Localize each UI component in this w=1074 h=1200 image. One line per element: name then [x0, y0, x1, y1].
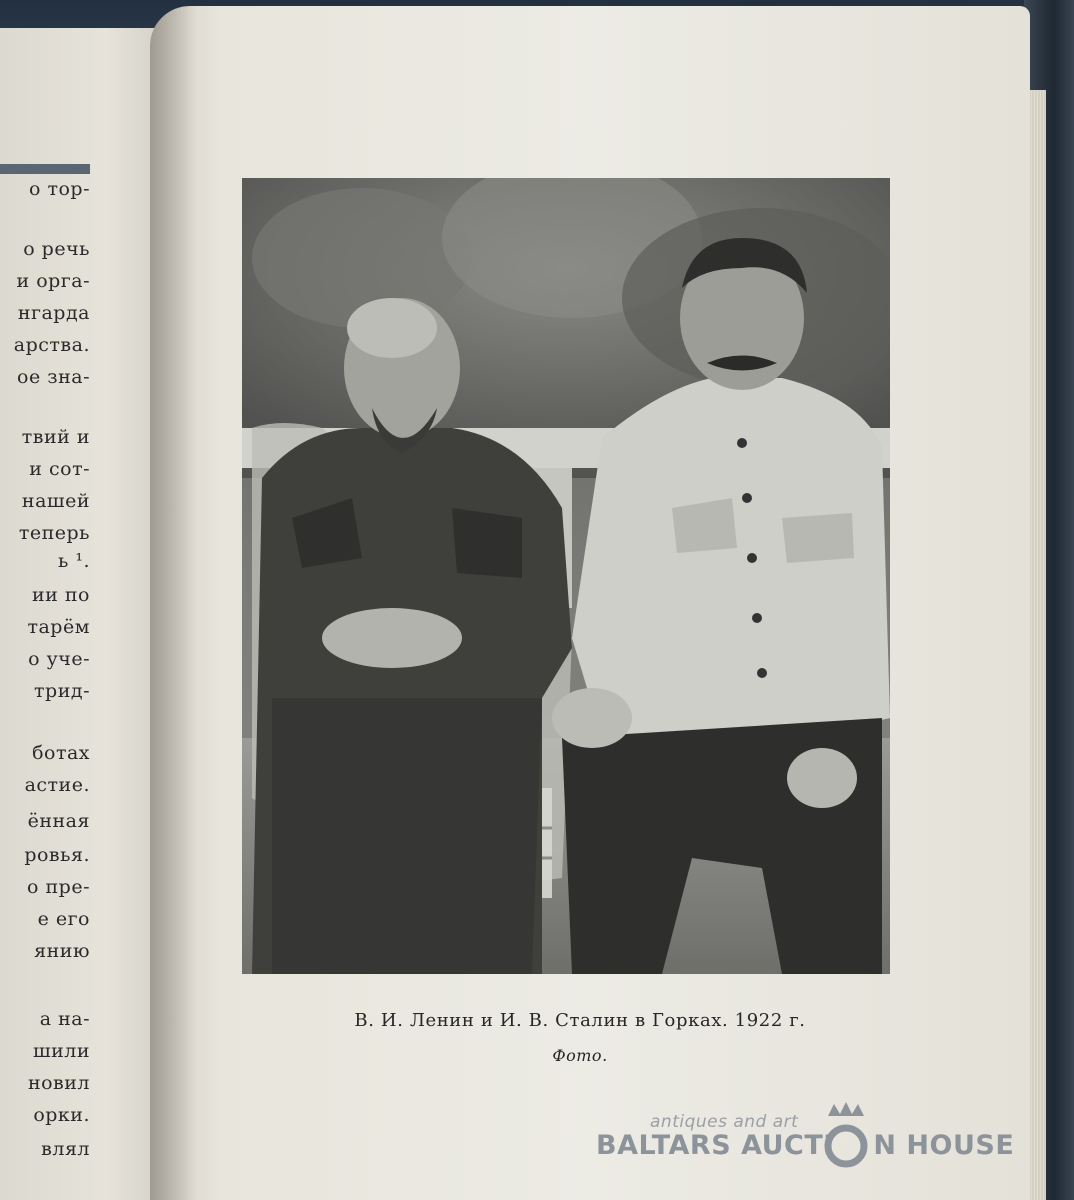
photograph-image — [242, 178, 890, 974]
left-page-line: о тор- — [28, 178, 90, 200]
left-page-line: влял — [41, 1138, 90, 1160]
left-page-line: твий и — [21, 426, 90, 448]
left-page-line: янию — [34, 940, 90, 962]
watermark-tagline: antiques and art — [650, 1112, 799, 1132]
photo-caption-source: Фото. — [552, 1046, 608, 1065]
left-page-line: е его — [37, 908, 90, 930]
photograph — [242, 178, 890, 974]
left-page-line: астие. — [24, 774, 90, 796]
left-page-line: ое зна- — [17, 366, 90, 388]
left-page-line: орки. — [33, 1104, 90, 1126]
left-page-line: трид- — [34, 680, 90, 702]
left-page-line: ь ¹. — [57, 550, 90, 572]
left-page-line: о уче- — [28, 648, 90, 670]
left-page-line: арства. — [13, 334, 90, 356]
left-page-line: ботах — [32, 742, 90, 764]
left-page-line: ровья. — [24, 844, 90, 866]
photo-caption: В. И. Ленин и И. В. Сталин в Горках. 1922 г. — [354, 1010, 806, 1031]
gutter-shadow — [150, 6, 196, 1200]
left-page-line: тарём — [27, 616, 90, 638]
left-page-line: ии по — [32, 584, 90, 606]
left-page-line: шили — [32, 1040, 90, 1062]
left-page-rule — [0, 164, 90, 174]
left-page-line: нашей — [21, 490, 90, 512]
left-page-line: новил — [27, 1072, 90, 1094]
watermark-brand: BALTARS AUCTI N HOUSE — [596, 1130, 1015, 1161]
left-page-line: о речь — [23, 238, 90, 260]
left-page-line: нгарда — [17, 302, 90, 324]
left-page-line: а на- — [39, 1008, 90, 1030]
left-page-line: и орга- — [16, 270, 90, 292]
left-page-line: ённая — [27, 810, 90, 832]
watermark-crown-logo — [822, 1100, 870, 1170]
left-page-line: о пре- — [27, 876, 90, 898]
left-page-line: и сот- — [29, 458, 90, 480]
left-page-line: теперь — [18, 522, 90, 544]
